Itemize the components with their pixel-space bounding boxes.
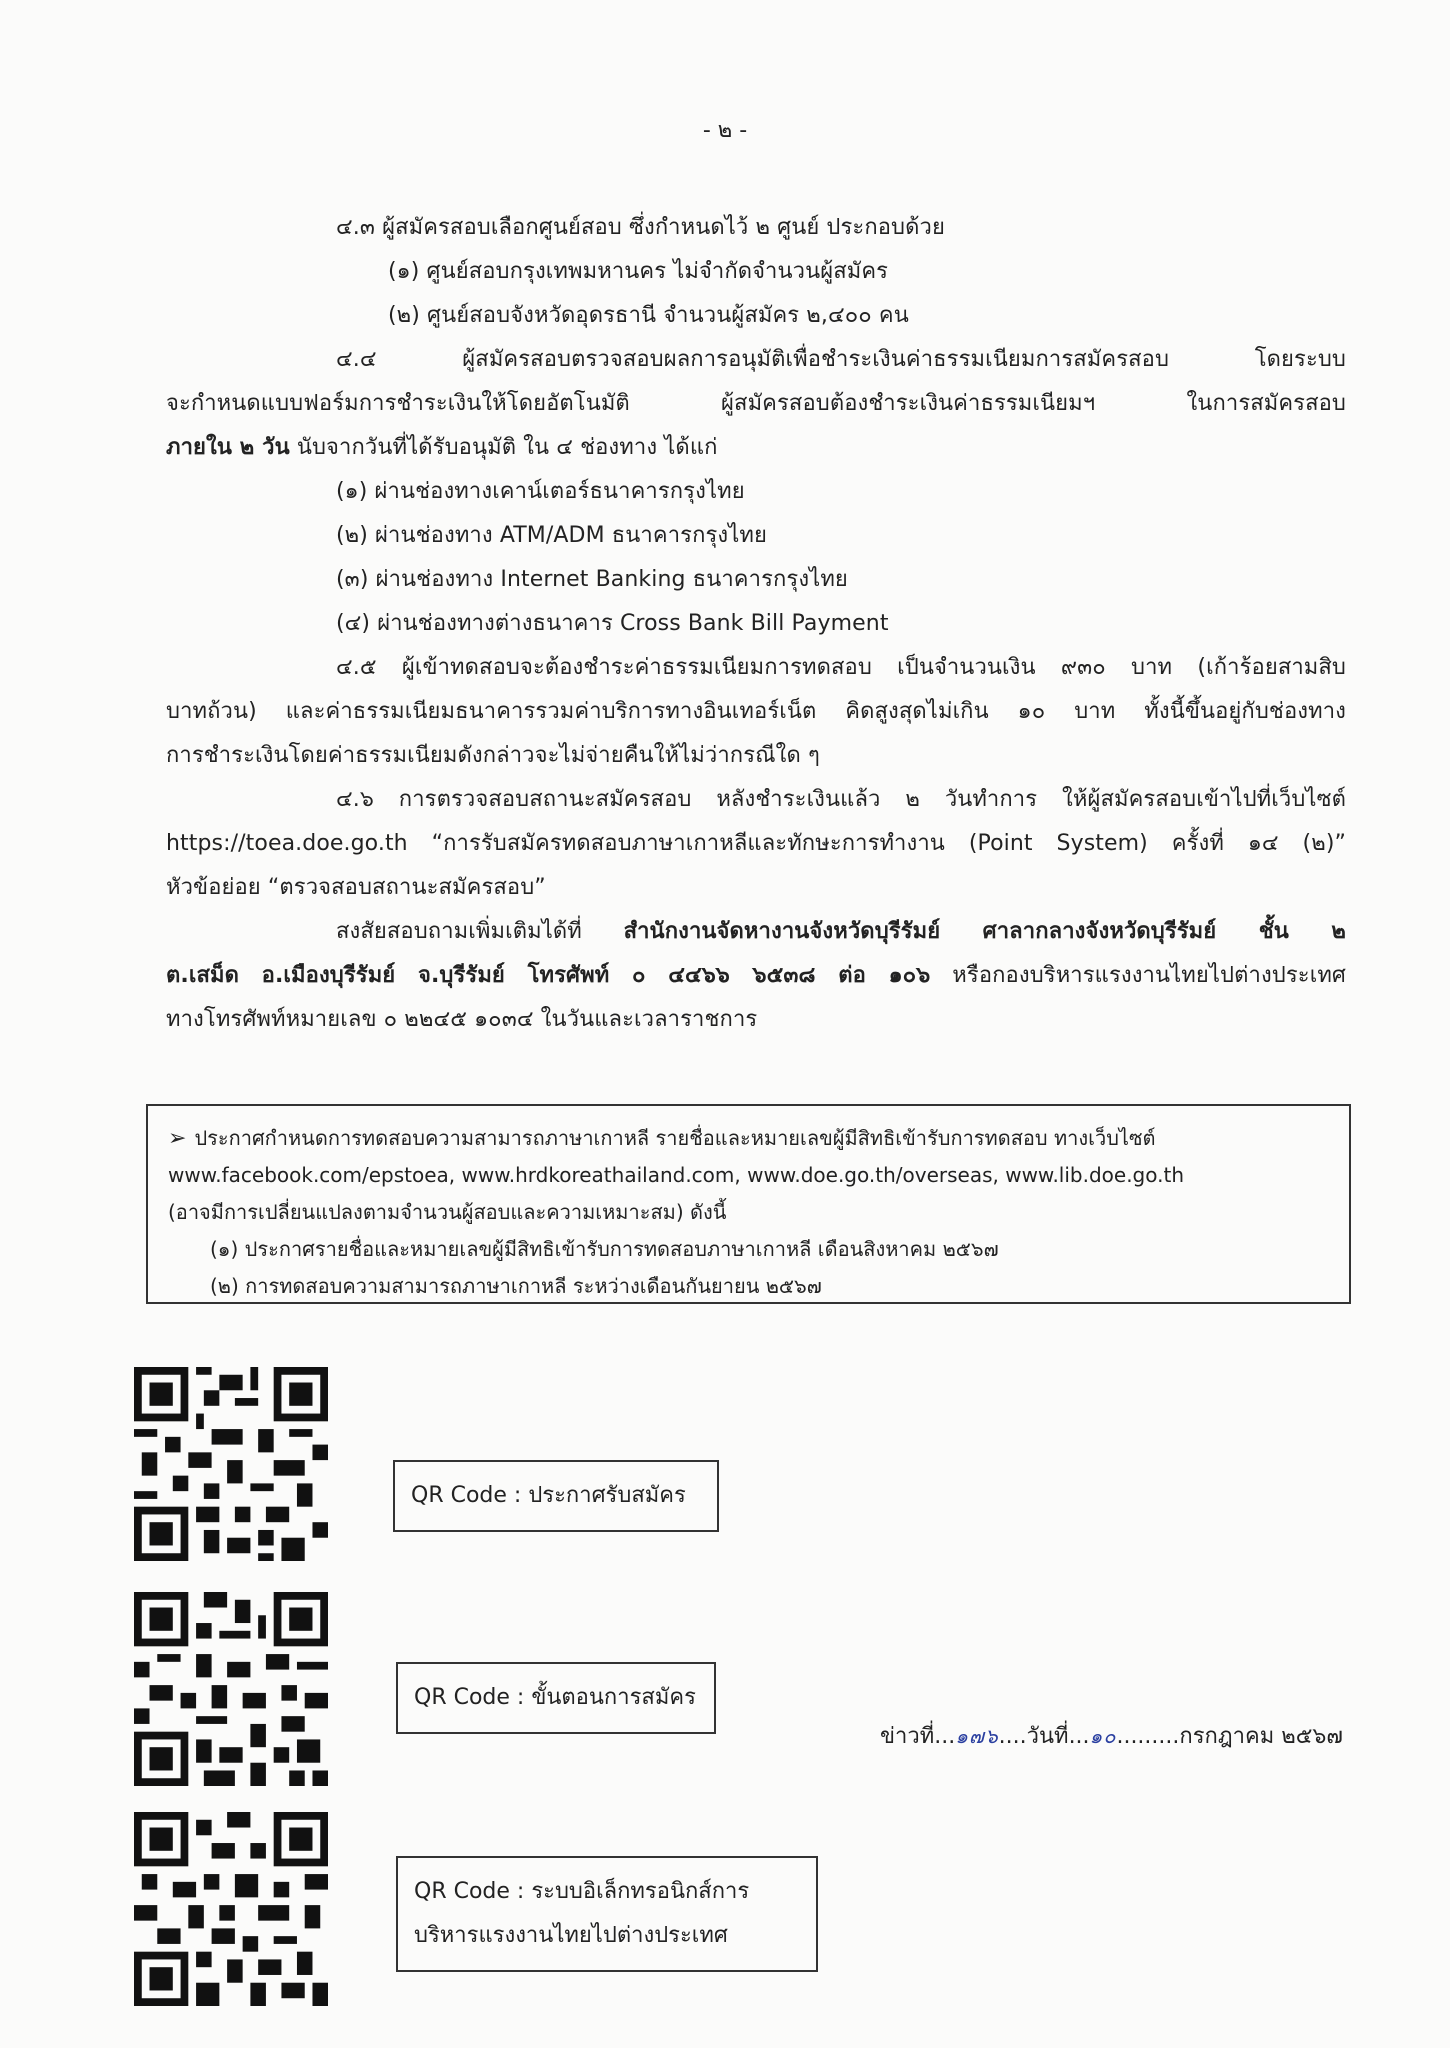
exam-center-1: (๑) ศูนย์สอบกรุงเทพมหานคร ไม่จำกัดจำนวนผู้สมัคร <box>388 259 889 284</box>
section-4-6-line-2: https://toea.doe.go.th “การรับสมัครทดสอบภาษาเกาหลีและทักษะการทำงาน (Point System) ครั้งที่ ๑๔ (๒)” <box>166 831 1346 856</box>
contact-intro: สงสัยสอบถามเพิ่มเติมได้ที่ <box>336 919 624 944</box>
contact-line-3: ทางโทรศัพท์หมายเลข ๐ ๒๒๔๕ ๑๐๓๔ ในวันและเวลาราชการ <box>166 1007 758 1032</box>
section-4-6-line-1: ๔.๖ การตรวจสอบสถานะสมัครสอบ หลังชำระเงินแล้ว ๒ วันทำการ ให้ผู้สมัครสอบเข้าไปที่เว็บไซต์ <box>336 787 1346 812</box>
day-prefix: วันที่ <box>1026 1724 1069 1749</box>
arrow-bullet-icon: ➢ <box>168 1126 187 1151</box>
payment-channel-4: (๔) ผ่านช่องทางต่างธนาคาร Cross Bank Bill Payment <box>336 611 889 636</box>
announcement-item-2: (๒) การทดสอบความสามารถภาษาเกาหลี ระหว่างเดือนกันยายน ๒๕๖๗ <box>210 1274 822 1298</box>
qr-label-application-steps <box>396 1662 716 1734</box>
contact-alt-office: หรือกองบริหารแรงงานไทยไปต่างประเทศ <box>930 963 1346 988</box>
exam-center-2: (๒) ศูนย์สอบจังหวัดอุดรธานี จำนวนผู้สมัคร ๒,๔๐๐ คน <box>388 303 909 328</box>
section-4-4-line-3 <box>166 426 1346 470</box>
news-prefix: ข่าวที่ <box>880 1724 935 1749</box>
section-4-3-title: ๔.๓ ผู้สมัครสอบเลือกศูนย์สอบ ซึ่งกำหนดไว้ ๒ ศูนย์ ประกอบด้วย <box>336 215 945 240</box>
qr-label-text-2: QR Code : ขั้นตอนการสมัคร <box>414 1685 696 1710</box>
announcement-box <box>146 1104 1351 1304</box>
qr-label-application-announcement <box>393 1460 719 1532</box>
payment-deadline: ภายใน ๒ วัน <box>166 435 290 460</box>
payment-deadline-rest: นับจากวันที่ได้รับอนุมัติ ใน ๔ ช่องทาง ได้แก่ <box>289 435 718 460</box>
announcement-item-1: (๑) ประกาศรายชื่อและหมายเลขผู้มีสิทธิเข้ารับการทดสอบภาษาเกาหลี เดือนสิงหาคม ๒๕๖๗ <box>210 1237 999 1261</box>
qr-label-text-3-line-1: QR Code : ระบบอิเล็กทรอนิกส์การ <box>414 1879 750 1904</box>
month-year: กรกฎาคม ๒๕๖๗ <box>1179 1724 1343 1749</box>
contact-office: สำนักงานจัดหางานจังหวัดบุรีรัมย์ ศาลากลางจังหวัดบุรีรัมย์ ชั้น ๒ <box>623 919 1346 944</box>
qr-code-icon-application-steps <box>134 1592 328 1786</box>
day-number-handwritten: ๑๐ <box>1089 1724 1117 1748</box>
payment-channel-2: (๒) ผ่านช่องทาง ATM/ADM ธนาคารกรุงไทย <box>336 523 768 548</box>
body-text <box>166 206 1346 1042</box>
payment-channel-3: (๓) ผ่านช่องทาง Internet Banking ธนาคารกรุงไทย <box>336 567 848 592</box>
qr-code-icon-application-announcement <box>134 1367 328 1561</box>
qr-label-text-1: QR Code : ประกาศรับสมัคร <box>411 1483 686 1508</box>
page-number: - ๒ - <box>702 118 748 143</box>
announcement-title: ประกาศกำหนดการทดสอบความสามารถภาษาเกาหลี รายชื่อและหมายเลขผู้มีสิทธิเข้ารับการทดสอบ ทางเว็บไซต์ <box>194 1126 1156 1150</box>
announcement-note: (อาจมีการเปลี่ยนแปลงตามจำนวนผู้สอบและความเหมาะสม) ดังนี้ <box>168 1200 727 1224</box>
section-4-5-line-2: บาทถ้วน) และค่าธรรมเนียมธนาคารรวมค่าบริการทางอินเทอร์เน็ต คิดสูงสุดไม่เกิน ๑๐ บาท ทั้งนี้ขึ้นอยู่กับช่องทาง <box>166 699 1346 724</box>
section-4-4-line-1: ๔.๔ ผู้สมัครสอบตรวจสอบผลการอนุมัติเพื่อชำระเงินค่าธรรมเนียมการสมัครสอบ โดยระบบ <box>336 347 1346 372</box>
contact-line-2 <box>166 954 1346 998</box>
news-reference: ข่าวที่...๑๗๖....วันที่...๑๐.........กรกฎาคม ๒๕๖๗ <box>880 1724 1343 1749</box>
announcement-line-1 <box>168 1120 1331 1157</box>
contact-address-phone: ต.เสม็ด อ.เมืองบุรีรัมย์ จ.บุรีรัมย์ โทรศัพท์ ๐ ๔๔๖๖ ๖๕๓๘ ต่อ ๑๐๖ <box>166 963 931 988</box>
contact-line-1 <box>166 910 1346 954</box>
qr-code-icon-electronic-system <box>134 1812 328 2006</box>
section-4-4-line-2: จะกำหนดแบบฟอร์มการชำระเงินให้โดยอัตโนมัติ ผู้สมัครสอบต้องชำระเงินค่าธรรมเนียมฯ ในการสมัครสอบ <box>166 391 1346 416</box>
payment-channel-1: (๑) ผ่านช่องทางเคาน์เตอร์ธนาคารกรุงไทย <box>336 479 745 504</box>
section-4-5-line-3: การชำระเงินโดยค่าธรรมเนียมดังกล่าวจะไม่จ่ายคืนให้ไม่ว่ากรณีใด ๆ <box>166 743 820 768</box>
announcement-websites: www.facebook.com/epstoea, www.hrdkoreathailand.com, www.doe.go.th/overseas, www.lib.doe.go.th <box>168 1163 1185 1187</box>
qr-label-text-3-line-2: บริหารแรงงานไทยไปต่างประเทศ <box>414 1923 728 1948</box>
section-4-6-line-3: หัวข้อย่อย “ตรวจสอบสถานะสมัครสอบ” <box>166 875 546 900</box>
qr-label-electronic-system <box>396 1856 818 1972</box>
section-4-5-line-1: ๔.๕ ผู้เข้าทดสอบจะต้องชำระค่าธรรมเนียมการทดสอบ เป็นจำนวนเงิน ๙๓๐ บาท (เก้าร้อยสามสิบ <box>336 655 1346 680</box>
news-number-handwritten: ๑๗๖ <box>955 1724 999 1748</box>
